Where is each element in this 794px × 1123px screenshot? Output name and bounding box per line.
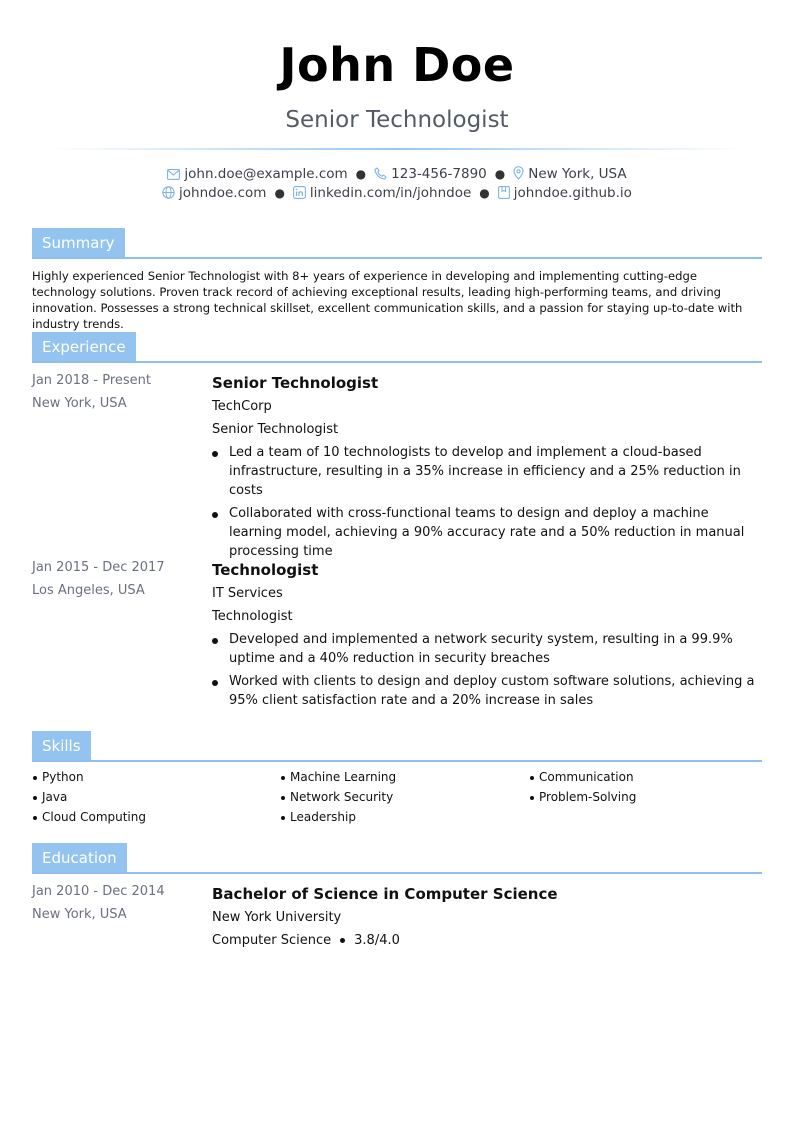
contact-linkedin[interactable] (293, 185, 471, 201)
skill-text: Machine Learning (290, 770, 397, 784)
mail-icon (167, 169, 180, 180)
list-item (212, 630, 762, 668)
bullet-icon (212, 512, 218, 518)
section-title: Experience (32, 332, 136, 363)
bullet-icon (212, 451, 218, 457)
entry-body (212, 560, 762, 714)
separator-dot: ● (494, 167, 506, 181)
contact-email[interactable] (167, 166, 347, 182)
skill-item (32, 770, 84, 784)
bullet-icon (530, 796, 534, 800)
bullet-text: Developed and implemented a network security system, resulting in a 99.9% uptime and a 40% reduction in security breaches (229, 632, 733, 666)
bullet-icon (212, 638, 218, 644)
field-text: Computer Science (212, 933, 332, 948)
entry-bullets (212, 443, 762, 561)
section-rule (32, 257, 762, 259)
gpa-text: 3.8/4.0 (354, 933, 400, 948)
contact-line-2 (0, 185, 794, 201)
bullet-text: Worked with clients to design and deploy custom software solutions, achieving a 95% client satisfaction rate and a 20% increase in sales (229, 674, 755, 708)
entry-title: Senior Technologist (212, 374, 379, 392)
separator-dot (340, 938, 345, 943)
entry-date: Jan 2018 - Present (32, 373, 151, 388)
section-rule (32, 872, 762, 874)
bullet-icon (530, 776, 534, 780)
field-and-gpa (212, 931, 762, 950)
bookmark-icon (498, 186, 510, 199)
skill-text: Java (42, 790, 68, 804)
linkedin-text: linkedin.com/in/johndoe (309, 185, 472, 201)
bullet-icon (281, 776, 285, 780)
bullet-icon (33, 816, 37, 820)
skills-list (32, 770, 762, 830)
separator-dot: ● (274, 186, 285, 200)
website-text: johndoe.com (179, 185, 267, 201)
linkedin-icon (293, 186, 306, 199)
skill-text: Network Security (290, 790, 394, 804)
skill-text: Leadership (290, 810, 356, 824)
list-item (212, 443, 762, 500)
section-rule (32, 361, 762, 363)
entry-location: New York, USA (32, 907, 127, 922)
header-divider (50, 148, 744, 150)
phone-icon (374, 167, 387, 180)
bullet-text: Led a team of 10 technologists to develop and implement a cloud-based infrastructure, resulting in a 35% increase in efficiency and a 25% reduction in costs (229, 445, 741, 498)
separator-dot: ● (479, 186, 490, 200)
skill-item (529, 770, 634, 784)
section-title: Summary (32, 228, 125, 259)
contact-location (513, 166, 626, 182)
entry-location: New York, USA (32, 396, 127, 411)
skill-item (280, 810, 356, 824)
bullet-icon (212, 680, 218, 686)
section-education-header (32, 843, 762, 874)
bullet-icon (281, 796, 285, 800)
section-experience-header (32, 332, 762, 363)
skill-item (280, 790, 393, 804)
github-text: johndoe.github.io (513, 185, 632, 201)
bullet-icon (281, 816, 285, 820)
entry-title: Technologist (212, 561, 319, 579)
section-title: Education (32, 843, 127, 874)
skill-item (529, 790, 636, 804)
entry-location: Los Angeles, USA (32, 583, 145, 598)
skill-item (280, 770, 396, 784)
skill-text: Cloud Computing (42, 810, 146, 824)
email-text: john.doe@example.com (184, 166, 348, 182)
candidate-role: Senior Technologist (285, 107, 509, 133)
entry-date: Jan 2015 - Dec 2017 (32, 560, 165, 575)
contact-line-1 (0, 166, 794, 182)
contact-website[interactable] (162, 185, 266, 201)
phone-text: 123-456-7890 (391, 166, 487, 182)
summary-text: Highly experienced Senior Technologist with 8+ years of experience in developing and implementing cutting-edge technology solutions. Proven track record of achieving exceptional results, leading high-performing teams, and driving innovation. Possesses a strong technical skillset, excellent communication skills, and a passion for staying up-to-date with industry trends. (32, 269, 743, 331)
entry-body (212, 884, 762, 950)
bullet-icon (33, 796, 37, 800)
entry-company: TechCorp (212, 399, 272, 414)
skill-item (32, 790, 67, 804)
school-name: New York University (212, 910, 342, 925)
entry-position: Technologist (212, 609, 293, 624)
entry-position: Senior Technologist (212, 422, 339, 437)
section-skills-header (32, 731, 762, 762)
skill-item (32, 810, 146, 824)
location-text: New York, USA (528, 166, 627, 182)
section-rule (32, 760, 762, 762)
globe-icon (162, 186, 175, 199)
entry-bullets (212, 630, 762, 710)
contact-phone[interactable] (374, 166, 487, 182)
bullet-text: Collaborated with cross-functional teams to design and deploy a machine learning model, achieving a 90% accuracy rate and a 50% reduction in manual processing time (229, 506, 745, 559)
list-item (212, 504, 762, 561)
skill-text: Python (42, 770, 84, 784)
degree-title: Bachelor of Science in Computer Science (212, 885, 558, 903)
candidate-name: John Doe (279, 38, 515, 92)
skill-text: Problem-Solving (539, 790, 637, 804)
entry-date: Jan 2010 - Dec 2014 (32, 884, 165, 899)
entry-body (212, 373, 762, 565)
bullet-icon (33, 776, 37, 780)
section-title: Skills (32, 731, 91, 762)
location-pin-icon (513, 166, 524, 180)
skill-text: Communication (539, 770, 634, 784)
list-item (212, 672, 762, 710)
entry-company: IT Services (212, 586, 283, 601)
separator-dot: ● (355, 167, 367, 181)
section-summary-header (32, 228, 762, 259)
contact-github[interactable] (498, 185, 632, 201)
